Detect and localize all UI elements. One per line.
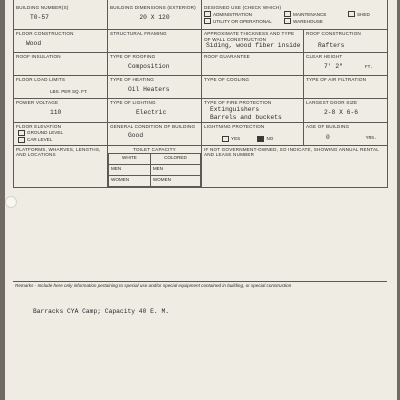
power-voltage-cell	[14, 99, 108, 123]
age-of-building-unit: YRS.	[365, 136, 377, 142]
toilet-colored-header: COLORED	[150, 154, 200, 165]
remarks-value: Barracks CYA Camp; Capacity 40 E. M.	[33, 308, 170, 315]
checkbox[interactable]	[348, 11, 355, 17]
rental-label: IF NOT GOVERNMENT-OWNED, SO INDICATE, SHOWING ANNUAL RENTAL AND LEASE NUMBER	[204, 146, 379, 158]
building-numbers-cell	[14, 0, 108, 30]
floor-load-limits-unit: LBS. PER SQ. FT.	[50, 88, 88, 94]
floor-elevation-cell	[14, 122, 108, 145]
checkbox[interactable]	[204, 11, 211, 17]
general-condition-value: Good	[128, 132, 144, 140]
clear-height-value-row	[306, 60, 385, 72]
type-of-lighting-value: Electric	[136, 108, 167, 116]
type-of-cooling-label: TYPE OF COOLING	[204, 77, 250, 82]
roof-guarantee-label: ROOF GUARANTEE	[204, 54, 250, 59]
type-of-heating-cell	[108, 76, 202, 99]
toilet-capacity-cell	[108, 145, 202, 188]
type-of-lighting-label: TYPE OF LIGHTING	[110, 100, 156, 105]
power-voltage-label: POWER VOLTAGE	[16, 100, 59, 105]
designed-use-administration[interactable]: ADMINISTRATION	[204, 11, 284, 18]
type-of-lighting-cell	[108, 99, 202, 123]
checkbox[interactable]	[284, 18, 291, 24]
punch-hole	[5, 196, 17, 208]
age-of-building-row	[306, 129, 385, 143]
type-of-heating-value: Oil Heaters	[128, 85, 170, 93]
fire-protection-cell	[202, 99, 304, 123]
designed-use-label: DESIGNED USE (CHECK WHICH)	[204, 5, 282, 10]
remarks-label: Remarks - Include here only information pertaining to special use and/or special equipment contained in building, or special construction	[15, 283, 292, 288]
general-condition-label: GENERAL CONDITION OF BUILDING	[110, 123, 196, 129]
roof-construction-label: ROOF CONSTRUCTION	[306, 31, 361, 36]
type-of-roofing-value: Composition	[128, 62, 170, 70]
checkbox[interactable]	[222, 136, 229, 142]
remarks-section	[13, 281, 387, 315]
general-condition-cell	[108, 122, 202, 145]
lightning-protection-label: LIGHTNING PROTECTION	[204, 123, 265, 129]
toilet-white-men: MEN	[109, 165, 151, 176]
platforms-cell	[14, 145, 108, 188]
checkbox[interactable]	[18, 130, 25, 136]
structural-framing-label: STRUCTURAL FRAMING	[110, 31, 167, 36]
designed-use-utility[interactable]: UTILITY OR OPERATIONAL	[204, 18, 284, 25]
structural-framing-cell	[108, 30, 202, 53]
wall-construction-value: Siding, wood fiber inside	[206, 42, 301, 50]
designed-use-shed[interactable]: SHED	[348, 11, 378, 18]
type-of-cooling-cell	[202, 76, 304, 99]
age-of-building-cell	[304, 122, 388, 145]
roof-insulation-cell	[14, 53, 108, 76]
clear-height-value: 7' 2"	[324, 62, 343, 70]
air-filtration-label: TYPE OF AIR FILTRATION	[306, 77, 367, 82]
building-dimensions-cell	[108, 0, 202, 30]
designed-use-warehouse[interactable]: WAREHOUSE	[284, 18, 348, 25]
wall-construction-cell	[202, 30, 304, 53]
fire-protection-label: TYPE OF FIRE PROTECTION	[204, 100, 272, 105]
type-of-roofing-label: TYPE OF ROOFING	[110, 54, 156, 59]
wall-construction-label: APPROXIMATE THICKNESS AND TYPE OF WALL CONSTRUCTION	[204, 31, 295, 42]
largest-door-value: 2-8 X 6-6	[324, 108, 359, 116]
floor-load-limits-cell	[14, 76, 108, 99]
checkbox[interactable]	[284, 11, 291, 17]
lightning-no[interactable]: NO	[257, 136, 273, 141]
fire-protection-value-2: Barrels and buckets	[210, 113, 282, 121]
toilet-colored-women: WOMEN	[150, 176, 200, 187]
roof-construction-cell	[304, 30, 388, 53]
toilet-capacity-table	[108, 153, 201, 187]
platforms-label: PLATFORMS, WHARVES, LENGTHS, AND LOCATIONS	[16, 146, 101, 158]
floor-load-limits-label: FLOOR LOAD LIMITS	[16, 77, 66, 82]
age-of-building-label: AGE OF BUILDING	[306, 123, 350, 129]
roof-construction-value: Rafters	[318, 41, 345, 49]
floor-construction-value: Wood	[26, 39, 42, 47]
age-of-building-value: 0	[326, 134, 330, 142]
toilet-white-header: WHITE	[109, 154, 151, 165]
clear-height-unit: FT.	[364, 64, 374, 70]
largest-door-cell	[304, 99, 388, 123]
rental-cell	[202, 145, 388, 188]
building-dimensions-value: 20 X 120	[139, 13, 170, 21]
toilet-colored-men: MEN	[150, 165, 200, 176]
floor-construction-cell	[14, 30, 108, 53]
floor-elevation-label: FLOOR ELEVATION	[16, 123, 62, 129]
fire-protection-value-1: Extinguishers	[210, 105, 260, 113]
building-record-form	[13, 0, 388, 188]
roof-insulation-label: ROOF INSULATION	[16, 54, 61, 59]
floor-elevation-car[interactable]: CAR LEVEL	[16, 136, 105, 143]
clear-height-label: CLEAR HEIGHT	[306, 54, 343, 59]
roof-guarantee-cell	[202, 53, 304, 76]
power-voltage-value: 110	[50, 108, 62, 116]
largest-door-label: LARGEST DOOR SIZE	[306, 100, 358, 105]
floor-elevation-ground[interactable]: GROUND LEVEL	[16, 129, 105, 136]
building-numbers-value: T0-57	[30, 13, 49, 21]
checkbox[interactable]	[204, 18, 211, 24]
type-of-roofing-cell	[108, 53, 202, 76]
checkbox[interactable]	[18, 137, 25, 143]
lightning-protection-cell	[202, 122, 304, 145]
designed-use-cell	[202, 0, 388, 30]
toilet-white-women: WOMEN	[109, 176, 151, 187]
checkbox-checked[interactable]	[257, 136, 264, 142]
building-numbers-label: BUILDING NUMBER(S)	[16, 5, 69, 10]
air-filtration-cell	[304, 76, 388, 99]
lightning-yes[interactable]: YES	[222, 136, 240, 141]
building-dimensions-label: BUILDING DIMENSIONS (EXTERIOR)	[110, 5, 196, 10]
toilet-capacity-label: TOILET CAPACITY	[133, 146, 176, 152]
type-of-heating-label: TYPE OF HEATING	[110, 77, 155, 82]
clear-height-cell	[304, 53, 388, 76]
designed-use-maintenance[interactable]: MAINTENANCE	[284, 11, 348, 18]
floor-construction-label: FLOOR CONSTRUCTION	[16, 31, 74, 36]
